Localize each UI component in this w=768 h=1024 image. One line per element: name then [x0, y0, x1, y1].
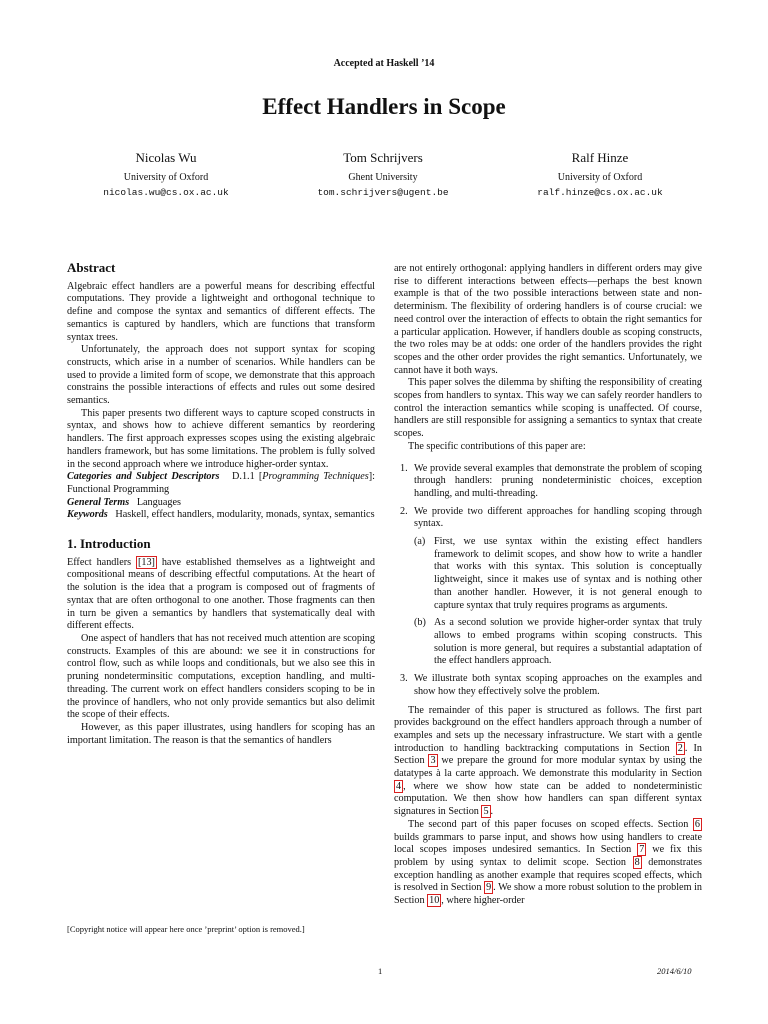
- body-paragraph: [394, 819, 702, 908]
- section-link[interactable]: 4: [396, 780, 402, 792]
- list-number: (a): [414, 536, 426, 548]
- section-link[interactable]: 5: [483, 806, 489, 818]
- author-email: ralf.hinze@cs.ox.ac.uk: [537, 187, 663, 198]
- venue-header: Accepted at Haskell ’14: [333, 58, 435, 69]
- keywords-line: [67, 509, 375, 522]
- section-link[interactable]: 3: [430, 755, 436, 767]
- text-run: , where we show how state can be added to nondeterministic computation. We then show how handlers can span different syntax signatures in Section: [394, 780, 702, 818]
- categories-rest: ]: Functional Programming: [67, 471, 375, 495]
- sub-list-item: [414, 617, 702, 668]
- section-link[interactable]: 2: [677, 742, 683, 754]
- list-item-text: First, we use syntax within the existing effect handlers framework to delimit scopes, and show how to write a handler that works with this syntax. This solution is conceptually lightweight, since it makes use of syntax and is nothing other than another handler. However, it is not general enough to capture syntax that truly requires programs as arguments.: [434, 536, 702, 611]
- body-paragraph: The specific contributions of this paper are:: [408, 440, 586, 452]
- list-item-text: We provide two different approaches for handling scoping through syntax.: [414, 505, 702, 530]
- author-block: [500, 150, 700, 198]
- author-email: tom.schrijvers@ugent.be: [317, 187, 449, 198]
- abstract-paragraph: This paper presents two different ways to capture scoped constructs in syntax, and shows how to achieve different semantics by reordering handlers. The first approach expresses scopes using the existing algebraic handlers framework, but has some limitations. The problem is fully solved in the second approach where we introduce higher-order syntax.: [67, 407, 375, 470]
- author-name: Nicolas Wu: [135, 150, 197, 165]
- footer-date: 2014/6/10: [657, 966, 692, 976]
- body-paragraph: are not entirely orthogonal: applying handlers in different orders may give rise to different interactions between effects—perhaps the best known example is that of the two possible interactions between state and non-determinism. The flexibility of ordering handlers is of course crucial: we need control over the interaction of effects to obtain the right semantics for a particular application. However, if handlers double as scoping constructs, the two roles may be at odds: one order of the handlers provides the right scopes and the other order provides the right semantics. Unfortunately, we cannot have it both ways.: [394, 263, 702, 376]
- text-run: Effect handlers: [67, 556, 136, 568]
- list-number: (b): [414, 617, 426, 629]
- text-run: . We show a more robust solution to the problem in Section: [394, 882, 702, 907]
- citation-link[interactable]: [13]: [137, 556, 155, 568]
- list-item-text: As a second solution we provide higher-order syntax that truly allows to embed programs within scoping constructs. This solution is more general, but requires a substantial adaptation of the effect handlers approach.: [434, 617, 702, 667]
- author-affiliation: University of Oxford: [557, 172, 643, 183]
- list-number: 1.: [400, 462, 408, 474]
- section-link[interactable]: 7: [639, 844, 645, 856]
- section-link[interactable]: 9: [486, 882, 492, 894]
- list-number: 2.: [400, 505, 408, 517]
- paper-title: Effect Handlers in Scope: [262, 94, 506, 119]
- list-item-text: We illustrate both syntax scoping approaches on the examples and show how they effectively solve the problem.: [414, 673, 702, 697]
- categories-line: [67, 471, 375, 496]
- keywords-value: Haskell, effect handlers, modularity, monads, syntax, semantics: [115, 509, 375, 521]
- section-link[interactable]: 6: [694, 818, 700, 830]
- text-run: The second part of this paper focuses on scoped effects. Section: [408, 818, 693, 830]
- list-item: [394, 463, 702, 501]
- text-run: demonstrates exception handling as another example that requires scoped effects, which is resolved in Section: [394, 856, 702, 894]
- general-terms-line: [67, 497, 375, 510]
- author-name: Tom Schrijvers: [343, 150, 423, 165]
- abstract-paragraph: Algebraic effect handlers are a powerful means for describing effectful computations. They provide a lightweight and orthogonal technique to define and compose the syntax and semantics of different effects. The semantics is captured by handlers, which are functions that transform syntax trees.: [67, 280, 375, 343]
- text-run: .: [490, 806, 494, 818]
- author-affiliation: University of Oxford: [123, 172, 209, 183]
- list-item-text: We provide several examples that demonstrate the problem of scoping through handlers: pruning nondeterministic choices, exception handling, and multi-threading.: [414, 462, 702, 499]
- copyright-notice: [Copyright notice will appear here once ’preprint’ option is removed.]: [67, 924, 305, 934]
- intro-paragraph: One aspect of handlers that has not received much attention are scoping constructs. Examples of this are abound: we see it in constructions for control flow, such as while loops and conditionals, but we also see this in pruning nondeterminsitic computations, exception handling, and multi-threading. The current work on effect handlers considers scoping to be in the province of handlers, who not only provide semantics but also delimit the scope of their effects.: [67, 632, 375, 721]
- text-run: we fix this problem by using syntax to delimit scope. Section: [394, 844, 702, 868]
- text-run: . In Section: [394, 742, 702, 767]
- author-block: [283, 150, 483, 198]
- author-email: nicolas.wu@cs.ox.ac.uk: [103, 187, 229, 198]
- categories-label: Categories and Subject Descriptors: [67, 471, 220, 483]
- categories-code: D.1.1 [: [232, 471, 263, 483]
- text-run: , where higher-order: [441, 895, 525, 907]
- keywords-label: Keywords: [67, 509, 108, 521]
- sub-list-item: [414, 536, 702, 612]
- text-run: builds grammars to parse input, and shows how using handlers to create local scopes imposes undesired semantics. In Section: [394, 831, 702, 856]
- sub-list: [414, 536, 702, 668]
- section-link[interactable]: 8: [634, 856, 640, 868]
- section-link[interactable]: 10: [429, 895, 440, 907]
- intro-paragraph: [67, 557, 375, 633]
- abstract-paragraph: Unfortunately, the approach does not support syntax for scoping constructs, which arise in a number of scenarios. While handlers can be used to provide a limited form of scope, we demonstrate that this approach constrains the possible interactions of effects and rules out some desired semantics.: [67, 344, 375, 407]
- text-run: The remainder of this paper is structured as follows. The first part provides background on the effect handlers approach through a number of examples and sets up the necessary infrastructure. We start with a gentle introduction to handling backtracking computations in Section: [394, 704, 702, 754]
- author-block: [66, 150, 266, 198]
- list-item: [394, 506, 702, 668]
- page-number: 1: [378, 966, 383, 976]
- section-heading-introduction: 1. Introduction: [67, 536, 151, 552]
- text-run: have established themselves as a lightweight and compositional means of describing effectful computations. At the heart of the solution is the idea that a program is composed out of fragments of syntax that are often orthogonal to one another. Those fragments can then in turn be given a semantics by handlers that systematically deal with different effects.: [67, 556, 375, 632]
- list-number: 3.: [400, 673, 408, 685]
- abstract-heading: Abstract: [67, 260, 116, 275]
- general-terms-label: General Terms: [67, 496, 130, 508]
- body-paragraph: This paper solves the dilemma by shifting the responsibility of creating scopes from handlers to syntax. This way we can safely reorder handlers to control the interaction semantics while scoping is unaffected. Of course, handlers are still responsible for assigning a semantics to syntax that create scopes.: [394, 377, 702, 440]
- left-column: [67, 262, 375, 747]
- intro-paragraph: However, as this paper illustrates, using handlers for scoping has an important limitation. The reason is that the semantics of handlers: [67, 721, 375, 746]
- right-column: [394, 263, 702, 908]
- author-affiliation: Ghent University: [348, 172, 418, 183]
- list-item: [394, 673, 702, 698]
- general-terms-value: Languages: [136, 496, 181, 508]
- text-run: we prepare the ground for more modular syntax by using the datatypes à la carte approach. We demonstrate this modularity in Section: [394, 755, 702, 780]
- author-name: Ralf Hinze: [571, 150, 629, 165]
- body-paragraph: [394, 705, 702, 819]
- contributions-list: [394, 463, 702, 699]
- categories-topic: Programming Techniques: [262, 471, 369, 483]
